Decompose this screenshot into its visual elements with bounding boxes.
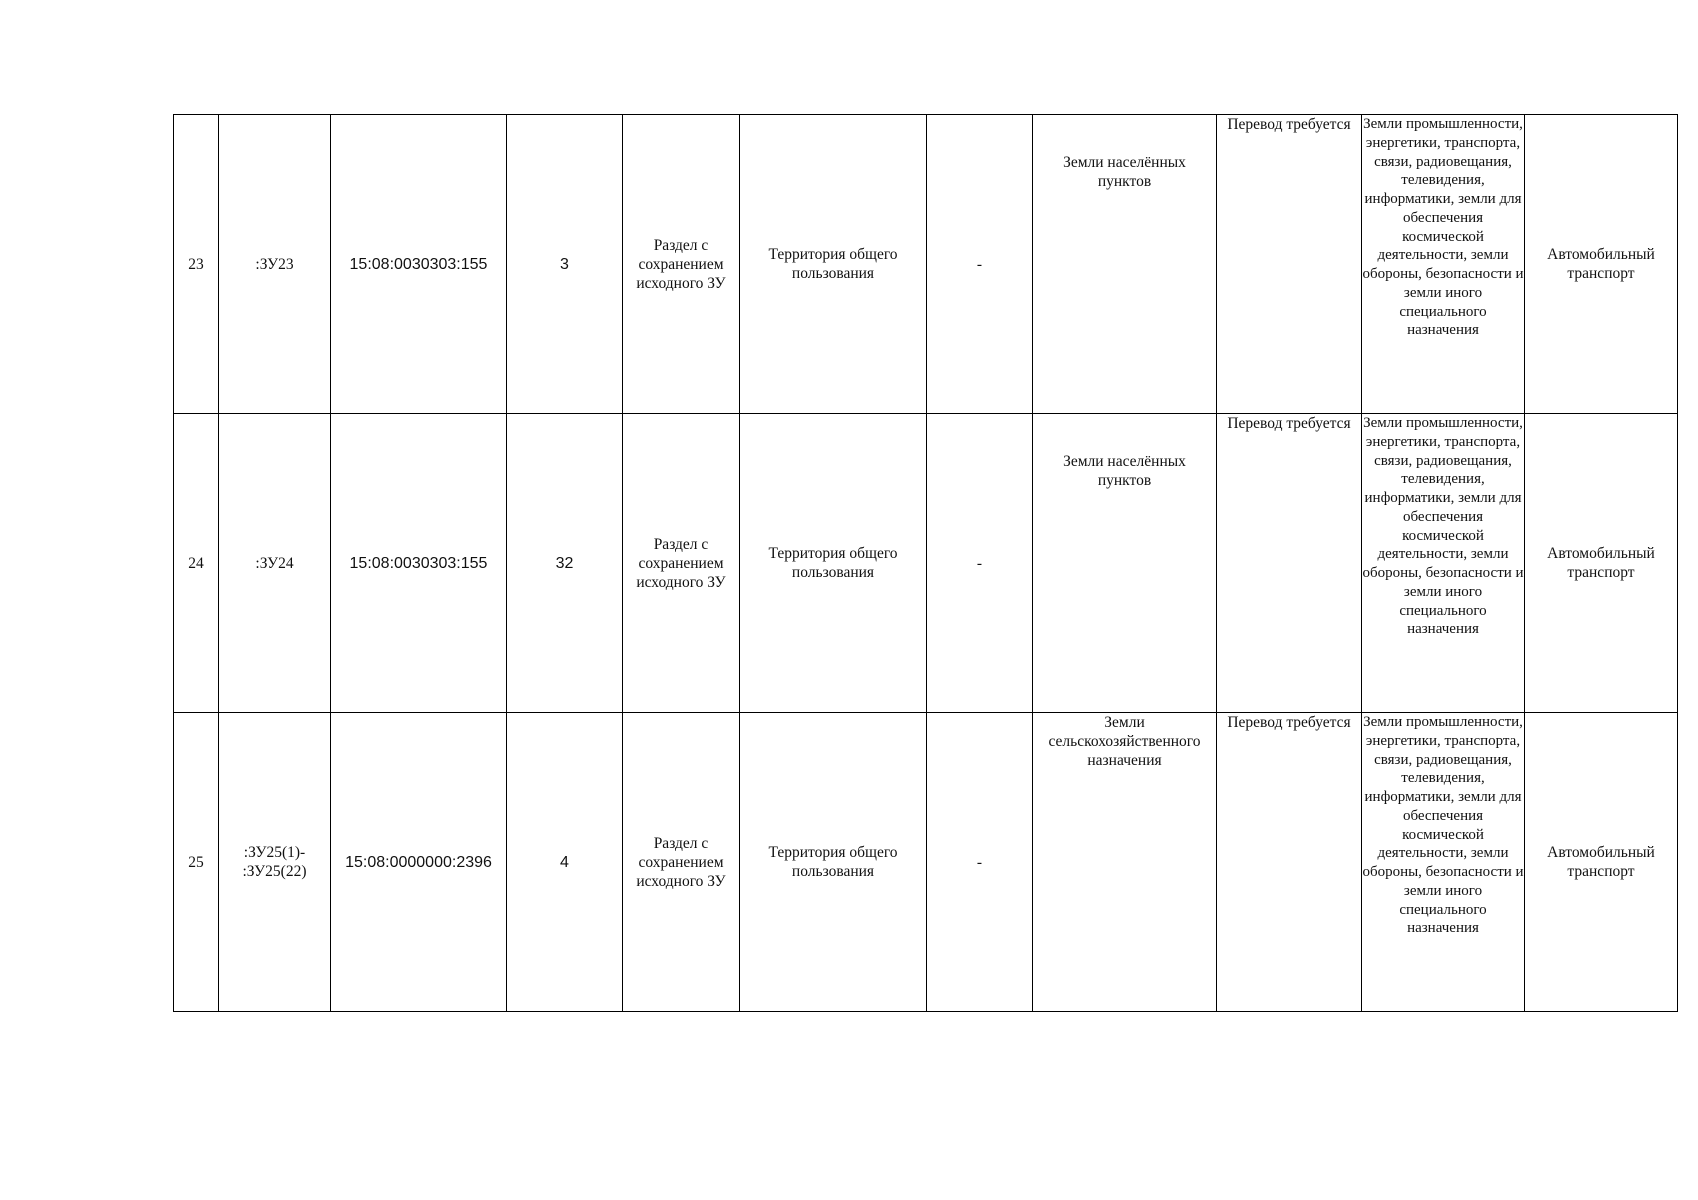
target-land-category: Земли промышленности, энергетики, транспорта, связи, радиовещания, телевидения, информатики, земли для обеспечения космической деятельности, земли обороны, безопасности и земли иного специального назначения (1362, 414, 1525, 713)
target-land-category: Земли промышленности, энергетики, транспорта, связи, радиовещания, телевидения, информатики, земли для обеспечения космической деятельности, земли обороны, безопасности и земли иного специального назначения (1362, 115, 1525, 414)
formation-method: Раздел с сохранением исходного ЗУ (623, 115, 740, 414)
transfer-status: Перевод требуется (1217, 414, 1362, 713)
cadastral-number: 15:08:0030303:155 (331, 414, 507, 713)
permitted-use: Автомобильный транспорт (1525, 713, 1678, 1012)
plot-area: 32 (507, 414, 623, 713)
address: - (927, 414, 1033, 713)
cadastral-number: 15:08:0000000:2396 (331, 713, 507, 1012)
table-row (174, 713, 1678, 1012)
target-land-category: Земли промышленности, энергетики, транспорта, связи, радиовещания, телевидения, информатики, земли для обеспечения космической деятельности, земли обороны, безопасности и земли иного специального назначения (1362, 713, 1525, 1012)
table-row (174, 414, 1678, 713)
plot-designation: :ЗУ25(1)- :ЗУ25(22) (219, 713, 331, 1012)
permitted-use: Автомобильный транспорт (1525, 414, 1678, 713)
land-plots-table (173, 114, 1678, 1012)
territory-type: Территория общего пользования (740, 414, 927, 713)
land-category: Земли населённых пунктов (1033, 414, 1217, 713)
land-category: Земли сельскохозяйственного назначения (1033, 713, 1217, 1012)
formation-method: Раздел с сохранением исходного ЗУ (623, 414, 740, 713)
address: - (927, 115, 1033, 414)
transfer-status: Перевод требуется (1217, 115, 1362, 414)
territory-type: Территория общего пользования (740, 713, 927, 1012)
plot-area: 3 (507, 115, 623, 414)
row-number: 25 (174, 713, 219, 1012)
land-category: Земли населённых пунктов (1033, 115, 1217, 414)
transfer-status: Перевод требуется (1217, 713, 1362, 1012)
plot-area: 4 (507, 713, 623, 1012)
table-row (174, 115, 1678, 414)
formation-method: Раздел с сохранением исходного ЗУ (623, 713, 740, 1012)
address: - (927, 713, 1033, 1012)
row-number: 23 (174, 115, 219, 414)
territory-type: Территория общего пользования (740, 115, 927, 414)
plot-designation: :ЗУ23 (219, 115, 331, 414)
permitted-use: Автомобильный транспорт (1525, 115, 1678, 414)
cadastral-number: 15:08:0030303:155 (331, 115, 507, 414)
plot-designation: :ЗУ24 (219, 414, 331, 713)
row-number: 24 (174, 414, 219, 713)
